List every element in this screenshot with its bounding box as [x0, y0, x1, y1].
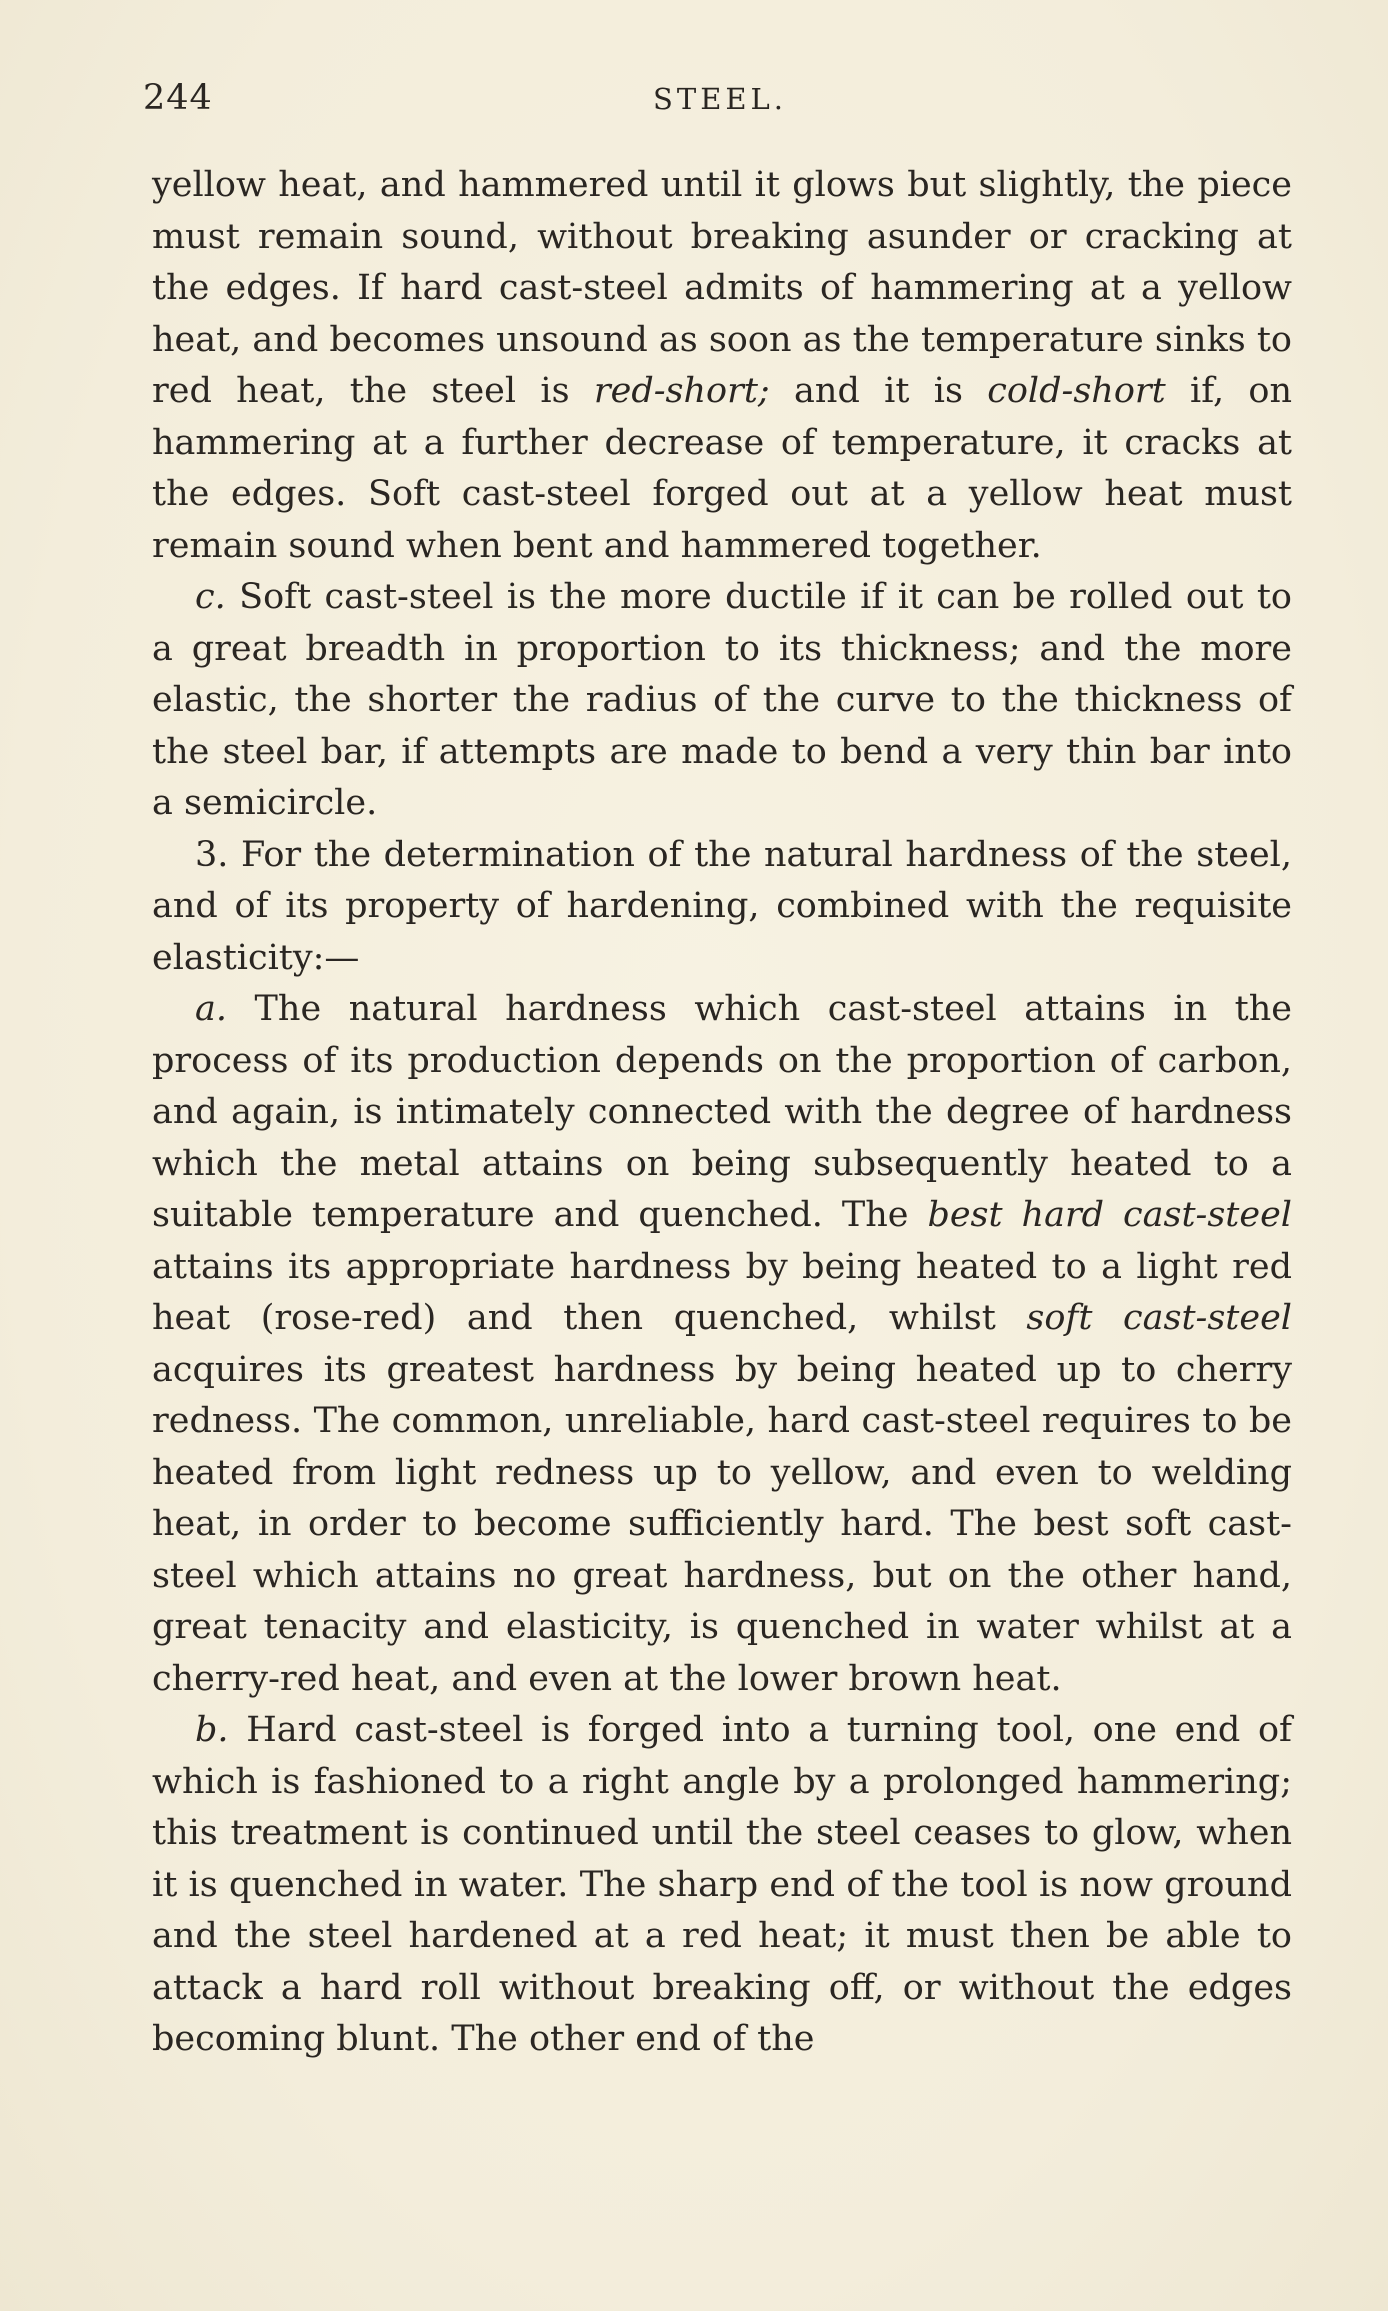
- italic-term-cold-short: cold-short: [987, 371, 1166, 411]
- item-label-a: a.: [195, 989, 227, 1029]
- page-number: 244: [143, 78, 213, 118]
- text-run: acquires its greatest hardness by being heated up to cherry redness. The common, unreliable, hard cast-steel requires to be heated from light redness up to yellow, and even to welding heat, in order to become sufficiently hard. The best soft cast-steel which attains no great hardness, but on the other hand, great tenacity and elasticity, is quenched in water whilst at a cherry-red heat, and even at the lower brown heat.: [152, 1349, 1292, 1699]
- page-header: [143, 78, 1293, 138]
- text-run: attains its appropriate hardness by being heated to a light red heat (rose-red) and then quenched, whilst: [152, 1246, 1292, 1338]
- body-text: [152, 160, 1292, 2066]
- text-run: if, on hammering at a further decrease of temperature, it cracks at the edges. Soft cast-steel forged out at a yellow heat must remain sound when bent and hammered together.: [152, 371, 1292, 566]
- paragraph-c: [152, 572, 1292, 830]
- text-run: 3. For the determination of the natural hardness of the steel, and of its property of hardening, combined with the requisite elasticity:—: [152, 834, 1292, 978]
- text-run: and it is: [769, 371, 988, 411]
- text-run: Hard cast-steel is forged into a turning tool, one end of which is fashioned to a right angle by a prolonged hammering; this treatment is continued until the steel ceases to glow, when it is quenched in water. The sharp end of the tool is now ground and the steel hardened at a red heat; it must then be able to attack a hard roll without breaking off, or without the edges becoming blunt. The other end of the: [152, 1710, 1292, 2059]
- text-run: Soft cast-steel is the more ductile if it can be rolled out to a great breadth in proportion to its thickness; and the more elastic, the shorter the radius of the curve to the thickness of the steel bar, if attempts are made to bend a very thin bar into a semicircle.: [152, 577, 1292, 823]
- running-head: STEEL.: [653, 82, 788, 116]
- italic-term-best-hard-cast-steel: best hard cast-steel: [927, 1195, 1292, 1235]
- text-run: The natural hardness which cast-steel attains in the process of its production depends on the proportion of carbon, and again, is intimately connected with the degree of hardness which the metal attains on being subsequently heated to a suitable temperature and quenched. The: [152, 989, 1292, 1235]
- paragraph-a: [152, 984, 1292, 1705]
- paragraph-b: [152, 1705, 1292, 2066]
- italic-term-red-short: red-short;: [593, 371, 770, 411]
- italic-term-soft-cast-steel: soft cast-steel: [1026, 1298, 1292, 1338]
- item-label-b: b.: [195, 1710, 229, 1750]
- paragraph-continuation: [152, 160, 1292, 572]
- paragraph-3: [152, 830, 1292, 985]
- item-label-c: c.: [195, 577, 226, 617]
- text-run: yellow heat, and hammered until it glows but slightly, the piece must remain sound, without breaking asunder or cracking at the edges. If hard cast-steel admits of hammering at a yellow heat, and becomes unsound as soon as the temperature sinks to red heat, the steel is: [152, 165, 1292, 411]
